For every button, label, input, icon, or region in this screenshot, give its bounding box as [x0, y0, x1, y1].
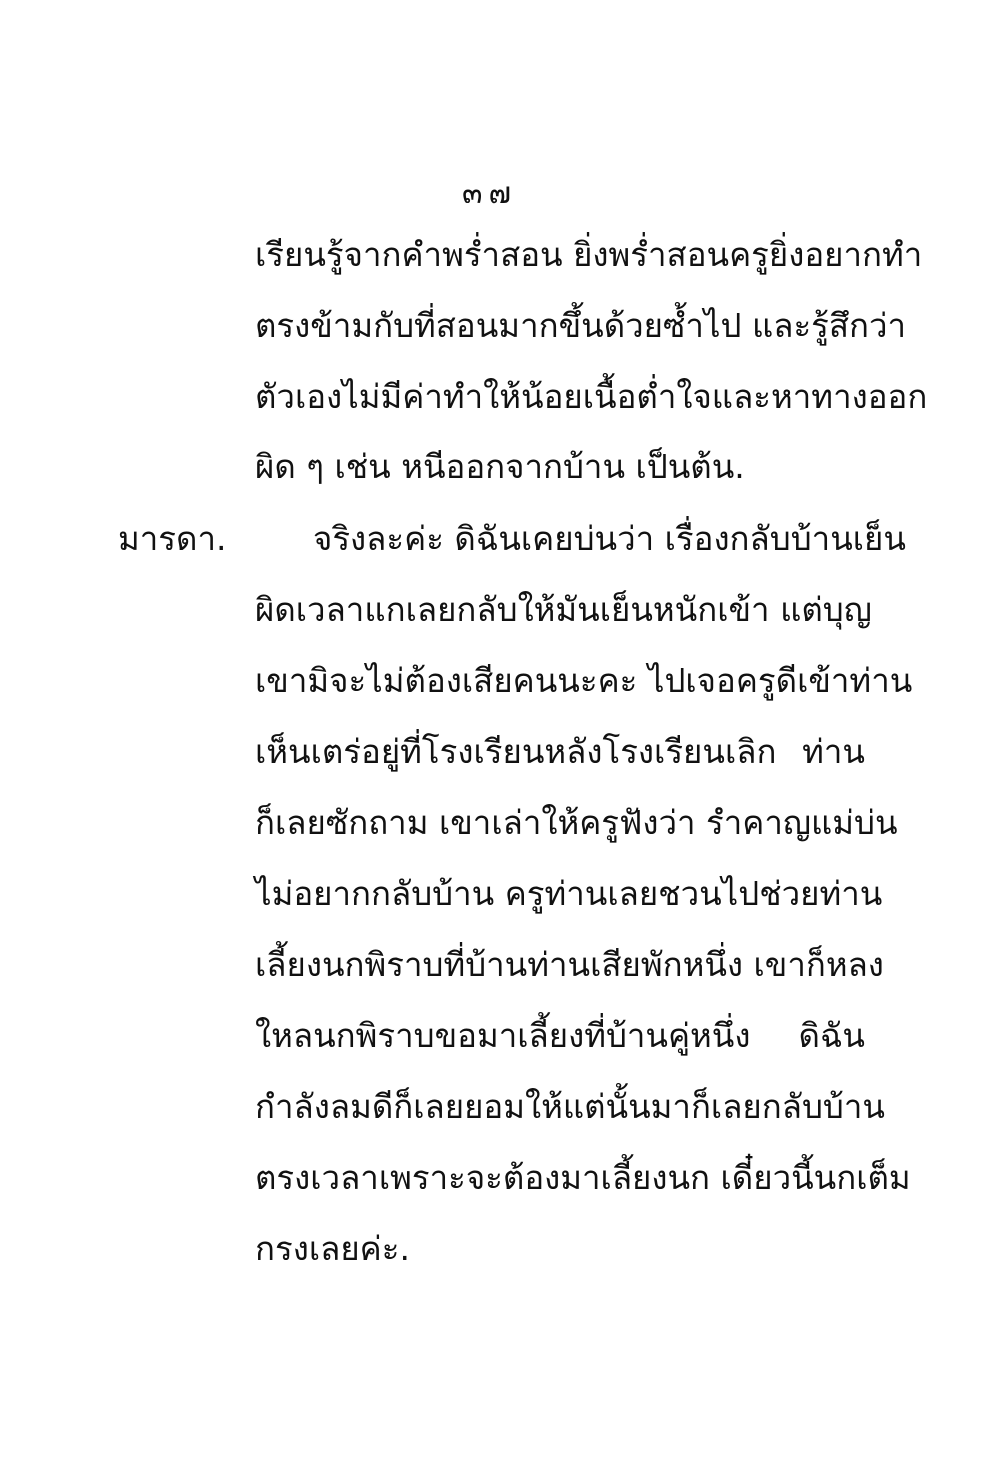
text-line: ใหลนกพิราบขอมาเลี้ยงที่บ้านคู่หนึ่ง ดิฉัน [255, 1016, 865, 1055]
text-line: ผิดเวลาแกเลยกลับให้มันเย็นหนักเข้า แต่บุญ [255, 590, 872, 629]
text-line: ตรงข้ามกับที่สอนมากขึ้นด้วยซ้ำไป และรู้สึกว่า [255, 306, 907, 345]
text-line: เลี้ยงนกพิราบที่บ้านท่านเสียพักหนึ่ง เขาก็หลง [255, 945, 884, 984]
text-line: จริงละค่ะ ดิฉันเคยบ่นว่า เรื่องกลับบ้านเย็น [313, 519, 906, 558]
text-line: ไม่อยากกลับบ้าน ครูท่านเลยชวนไปช่วยท่าน [255, 874, 883, 913]
text-line: กำลังลมดีก็เลยยอมให้แต่นั้นมาก็เลยกลับบ้าน [255, 1087, 885, 1126]
speaker-label: มารดา. [118, 519, 227, 558]
text-line: ผิด ๆ เช่น หนีออกจากบ้าน เป็นต้น. [255, 447, 745, 486]
text-line: ตัวเองไม่มีค่าทำให้น้อยเนื้อต่ำใจและหาทางออก [255, 377, 928, 416]
text-line: เขามิจะไม่ต้องเสียคนนะคะ ไปเจอครูดีเข้าท่าน [255, 661, 913, 700]
text-line: ก็เลยซักถาม เขาเล่าให้ครูฟังว่า รำคาญแม่บ่น [255, 803, 898, 842]
text-line: เห็นเตร่อยู่ที่โรงเรียนหลังโรงเรียนเลิก ท่าน [255, 732, 865, 771]
page-number: ๓๗ [462, 176, 518, 211]
text-line: กรงเลยค่ะ. [255, 1229, 410, 1268]
text-line: เรียนรู้จากคำพร่ำสอน ยิ่งพร่ำสอนครูยิ่งอยากทำ [255, 235, 923, 274]
text-line: ตรงเวลาเพราะจะต้องมาเลี้ยงนก เดี๋ยวนี้นกเต็ม [255, 1158, 911, 1197]
